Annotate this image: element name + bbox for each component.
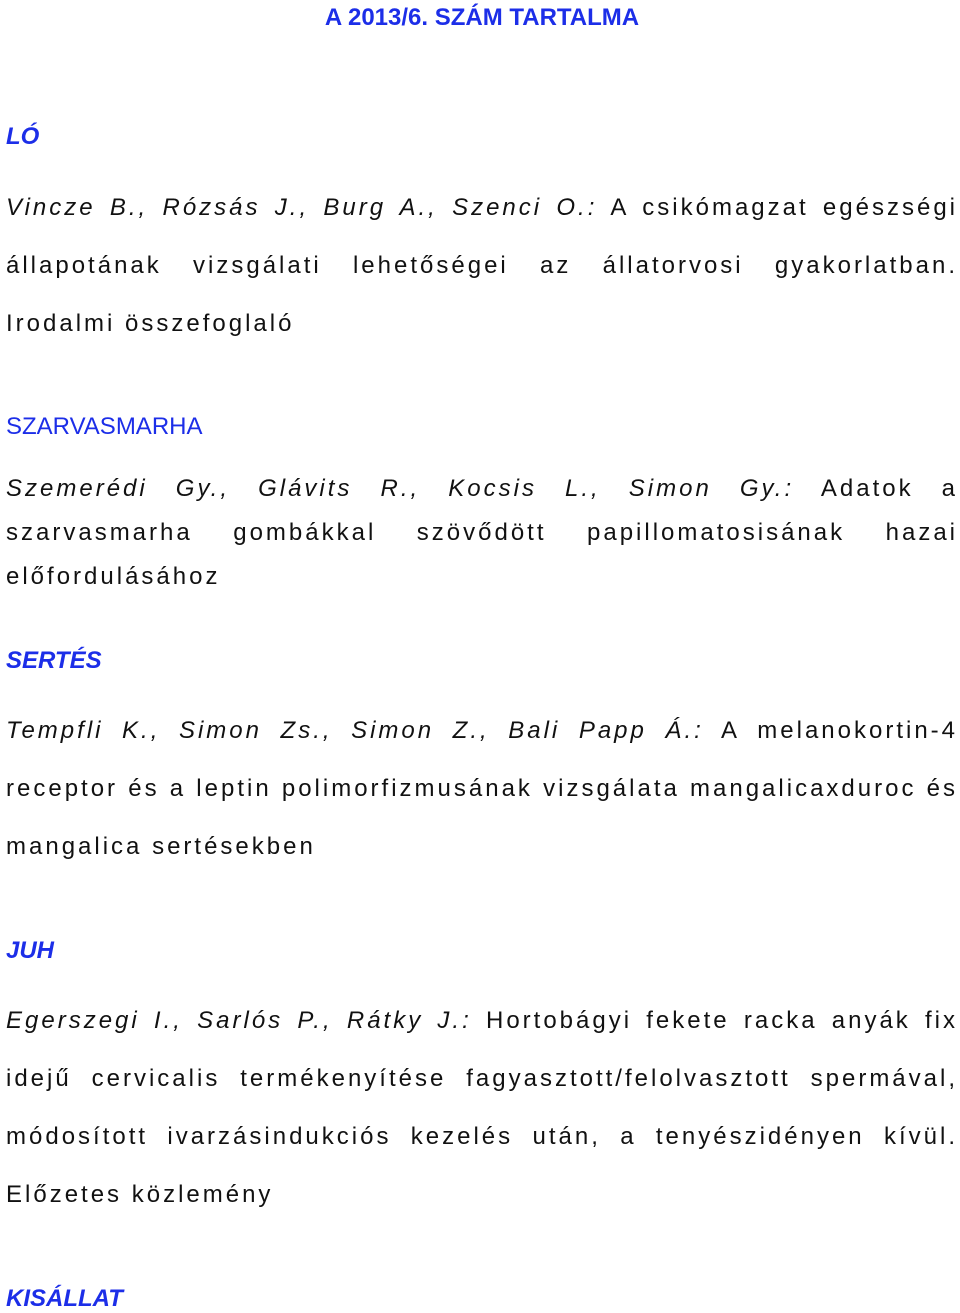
article-juh-1 — [6, 992, 958, 1224]
section-heading-szarvasmarha: SZARVASMARHA — [6, 413, 203, 440]
article-authors: Szemerédi Gy., Glávits R., Kocsis L., Simon Gy.: — [6, 475, 795, 502]
article-szarvasmarha-1 — [6, 467, 958, 599]
article-sertes-1 — [6, 702, 958, 876]
article-title: A melanokortin-4 receptor és a leptin polimorfizmusának vizsgálata mangalicaxduroc és mangalica sertésekben — [6, 717, 959, 860]
article-authors: Tempfli K., Simon Zs., Simon Z., Bali Papp Á.: — [6, 717, 704, 744]
article-authors: Egerszegi I., Sarlós P., Rátky J.: — [6, 1007, 472, 1034]
article-title: A csikómagzat egészségi állapotának vizsgálati lehetőségei az állatorvosi gyakorlatban. Irodalmi összefoglaló — [6, 194, 959, 337]
article-lo-1 — [6, 179, 958, 353]
section-heading-lo: LÓ — [6, 123, 40, 150]
section-heading-juh: JUH — [6, 937, 55, 964]
article-authors: Vincze B., Rózsás J., Burg A., Szenci O.: — [6, 194, 598, 221]
section-heading-kisallat: KISÁLLAT — [6, 1285, 123, 1312]
section-heading-sertes: SERTÉS — [6, 647, 102, 674]
article-title: Hortobágyi fekete racka anyák fix idejű cervicalis termékenyítése fagyasztott/felolvasztott spermával, módosított ivarzásindukciós kezelés után, a tenyészidényen kívül. Előzetes közlemény — [6, 1007, 959, 1208]
article-title: Adatok a szarvasmarha gombákkal szövődött papillomatosisának hazai előfordulásához — [6, 475, 959, 590]
page-title: A 2013/6. SZÁM TARTALMA — [324, 4, 640, 31]
